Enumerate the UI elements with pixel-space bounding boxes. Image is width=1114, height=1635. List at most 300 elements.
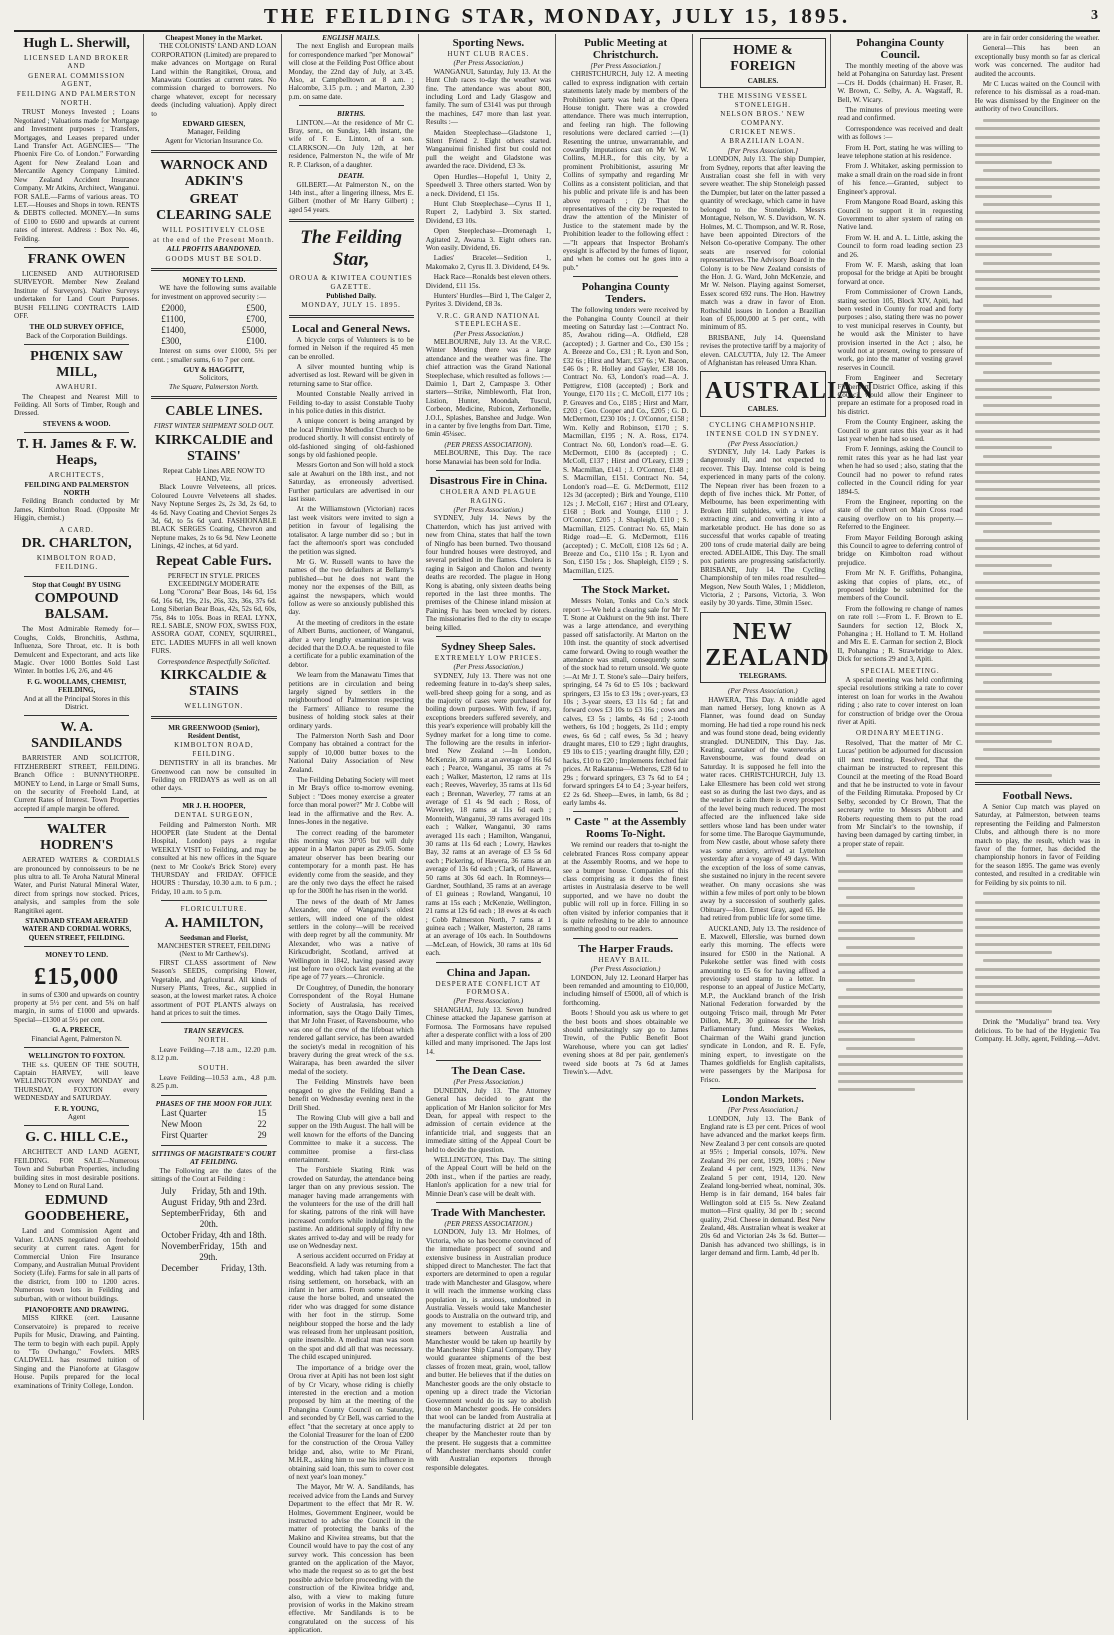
- ad-body: The Most Admirable Remedy for— Coughs, Colds, Bronchitis, Asthma, Influenza, Sore Throat, etc. It is both Demulcent and Expectorant, and acts like Magic. Over 1000 Bottles Sold Last Winter. In bottles 1/6, 2/6, and 4/6: [14, 625, 140, 676]
- press-line: (Per Press Association.): [453, 997, 524, 1006]
- press-line: (Per Press Association.): [728, 439, 798, 448]
- china-and-japan: [426, 967, 551, 1057]
- divider: [573, 276, 678, 277]
- divider: [24, 1125, 129, 1126]
- divider: [151, 150, 276, 153]
- masthead: [14, 4, 1100, 32]
- divider: [24, 247, 129, 248]
- ad-label: A CARD.: [59, 525, 94, 534]
- news-paragraph: From the Engineer, reporting on the state of the culvert on Main Cross road causing overflow on to his property.—Referred to the Engineer.: [837, 497, 963, 532]
- stock-market: [563, 584, 688, 807]
- public-meeting: [563, 37, 688, 272]
- court-row: [151, 1241, 276, 1263]
- council-continued: [975, 34, 1100, 114]
- divider: [161, 1095, 266, 1096]
- moon-day: 29: [257, 1129, 267, 1140]
- london-markets: [700, 1093, 825, 1257]
- ad-title: Agent: [67, 1112, 86, 1121]
- press-line: [Per Press Association.]: [590, 62, 661, 70]
- ad-dr-charlton: [14, 526, 139, 572]
- news-paragraph: Messrs Gorton and Son will hold a stock sale at Awahuri on the 18th inst., and not Saturday, as erroneously advertised. Further particulars are advertised in our last issue.: [288, 461, 414, 504]
- news-paragraph: From W. F. Marsh, asking that loan proposal for the bridge at Apiti be brought forward at once.: [837, 260, 963, 286]
- ad-sub: FIRST WINTER SHIPMENT SOLD OUT.: [153, 422, 274, 431]
- ad-name: MR GREENWOOD (Senior),: [168, 723, 260, 732]
- column-3: [285, 34, 419, 1635]
- divider: [436, 962, 541, 963]
- divider: [151, 268, 276, 271]
- column-7: [834, 34, 968, 1420]
- ad-name: THE OLD SURVEY OFFICE,: [29, 323, 124, 332]
- ad-place: AWAHURI.: [55, 383, 98, 392]
- moon-row: [151, 1130, 276, 1141]
- ad-name: WARNOCK AND ADKIN'S: [160, 158, 268, 190]
- section-sub: EXTREMELY LOW PRICES.: [434, 654, 542, 662]
- news-paragraph: MELBOURNE, This Day. The race horse Manawiai has been sold for India.: [425, 449, 551, 466]
- ad-maker: F. G. WOOLLAMS, CHEMIST, FEILDING,: [27, 677, 127, 695]
- ad-address: KIMBOLTON ROAD, FEILDING.: [174, 741, 254, 758]
- news-paragraph: WELLINGTON, This Day. The sitting of the Appeal Court will be held on the 20th inst., when if the parties are ready, Hanlon's application for a new trial for Minnie Dean's case will be dealt with.: [425, 1155, 551, 1198]
- column-4: [422, 34, 556, 1472]
- ad-firm: KIRKCALDIE & STAINS: [160, 668, 268, 700]
- dean-case: [426, 1065, 551, 1198]
- section-head: Football News.: [1002, 789, 1073, 802]
- ad-hooper: [151, 802, 276, 896]
- moon-day: 15: [257, 1107, 267, 1118]
- price: £300,: [161, 336, 182, 347]
- page-number: 3: [1091, 8, 1098, 23]
- ad-name: T. H. James & F. W. Heaps,: [16, 437, 137, 469]
- news-paragraph: SYDNEY, July 14. Lady Parkes is dangerously ill, and not expected to recover. This Day. Intense cold is being experienced in many parts of the colony. The Nepean river has been frozen to a depth of five inches thick. Mr Potter, of Melbourne, has been experimenting with Broken Hill sulphides, with a view of extracting zinc, and converting it into a marketable product. He has done so as successful that works capable of treating 200 tons of crude material daily are being erected. ADELAIDE, This Day. The small pox patients are progressing satisfactorily. BRISBANE, July 14. The Cycling Championship of ten miles road resulted—Megson, New South Wales, 1 ; Middleton, Victoria, 2 ; Parsons, Victoria, 3. Won easily by 30 yards. Time, 30min 15sec.: [700, 448, 826, 608]
- ad-tail: Interest on sums over £1000, 5½ per cent. ; smaller sums, 6 to 7 per cent.: [151, 347, 277, 364]
- news-paragraph: The correct reading of the barometer this morning was 30°05 but will duly appear in a Marton paper as 29.05. Some amateur observer has been bearing our contemporary for a month past. He has evidently come from the seaside, and they are the only two days the effect he raised up for the 300ft he has risen in the world.: [288, 828, 414, 896]
- nz-telegrams: [700, 612, 830, 683]
- news-paragraph: BRISBANE, July 14. Queensland revises the protective tariff by a majority of eleven. CALCUTTA, July 12. The Ameer of Afghanistan has released Umra Khan.: [700, 333, 826, 367]
- divider: [24, 946, 129, 947]
- ad-name: DR. CHARLTON,: [21, 536, 132, 552]
- ad-cable-lines: [151, 404, 276, 550]
- press-line: [Per Press Association.]: [727, 146, 799, 155]
- divider: [436, 1060, 541, 1061]
- news-paragraph: At the meeting of creditors in the estate of Albert Burns, auctioneer, of Wanganui, after a very lengthy examination it was decided that the D.O.A. be requested to file a certificate for a public examination of the debtor.: [288, 618, 414, 669]
- divider: [24, 1047, 129, 1048]
- ad-james-heaps: [14, 437, 139, 522]
- news-paragraph: The Mayor, Mr W. A. Sandilands, has received advice from the Lands and Survey Department to the effect that Mr R. W. Holmes, Government Engineer, would be instructed to advise the Council in the matter of protecting the banks of the Makino and Kiwitea streams, but that the Council would have to pay the cost of any survey work. This concession has been granted on the application of the Mayor, who made the request so as to get the best possible advice before proceeding with the construction of the Kiwitea bridge and, also, with a view to making future provision of works in the Makino stream effective. Mr Sandilands is to be congratulated on the success of his application.: [288, 1483, 414, 1635]
- pohangina-council: [838, 37, 963, 664]
- ad-tail: Correspondence Respectfully Solicited.: [157, 657, 271, 666]
- ad-head: Cheapest Money in the Market.: [165, 34, 263, 42]
- ad-address: The Square, Palmerston North.: [168, 382, 259, 391]
- ad-money-to-lend: [14, 951, 139, 1043]
- news-paragraph: A silver mounted hunting whip is advertised as lost. Reward will be given in returning same to Star office.: [288, 362, 414, 388]
- ad-body: FIRST CLASS assortment of New Season's SEEDS, comprising Flower, Vegetable, and Agricultural. All kinds of Nursery Plants, Trees, &c., supplied in season, at the lowest market rates. A choice assortment of POT PLANTS always on hand at prices to suit the times.: [151, 958, 277, 1018]
- text-continuation: [975, 119, 1100, 776]
- section-title: AUSTRALIAN: [705, 378, 874, 405]
- home-foreign-body: [700, 92, 825, 367]
- divider: [161, 900, 266, 901]
- court-dates: Friday, 4th and 18th.: [191, 1229, 267, 1240]
- news-paragraph: Messrs Nolan, Tonks and Co.'s stock report :—We held a clearing sale for Mr T. T. Stone at Oakhurst on the 9th inst. There was a large attendance, and everything passed off satisfactorily. At Marton on the 10th inst. the quantity of stock advertised came forward. Owing to rough weather the attendance was small, consequently some of the stock had to return unsold. We quote :—At Mr J. T. Stone's sale—Dairy heifers, springing, £4 7s 6d to £5 10s ; backward springers, £3 15s to £3 19s ; over-years, £3 10s ; 3-year steers, £3 11s 6d ; fat and forward cows £3 10s to £3 16s ; cows and calves, £3 5s ; lambs, 4s 6d ; 2-tooth wethers, 6s 10d ; hoggets, 2s 11d ; empty ewes, 6s 6d ; calf ewes, 5s 3d ; heavy draught mares, £10 to £29 ; light draughts, £9 10s to £15 ; yearling draught filly, £20 ; hacks, £10 to £20 ; Implements fetched fair prices. At Rakatanua—Wetheres, £28 6d to 29s ; forward springers, £3 7s 6d to £4 ; forward springers £4 to £4 ; 3-year heifers, £2 2s 6d. Sheep—Ewes, in lamb, 6s 8d ; early lambs 4s.: [563, 597, 689, 807]
- divider: [299, 105, 404, 106]
- ad-line: ALL PROFITS ABANDONED.: [166, 245, 261, 254]
- news-paragraph: Dr Coughtrey, of Dunedin, the honorary Correspondent of the Royal Humane Society of Australasia, has received information, says the Otago Daily Times, that Mr John Fraser, of Ravensbourne, who was one of the crew of the lifeboat which rendered gallant service, has been awarded the society's medal in recognition of his bravery during the great wreck of the s.s. Wairarapa, has been awarded the silver medal of the society.: [288, 983, 414, 1076]
- pohangina-tenders: [563, 281, 688, 575]
- ad-wellington-foxton: [14, 1052, 139, 1121]
- australian-body: [700, 421, 825, 608]
- column-8: [971, 34, 1104, 1420]
- news-paragraph: A bicycle corps of Volunteers is to be formed in Nelson if the required 45 men can be enrolled.: [288, 335, 414, 361]
- ad-body: THE s.s. QUEEN OF THE SOUTH, Captain HARVEY, will leave WELLINGTON every MONDAY and THURSDAY, FOXTON every WEDNESDAY and SATURDAY.: [14, 1060, 140, 1103]
- ad-body: WE have the following sums available for investment on approved security :—: [151, 284, 277, 301]
- column-5: [559, 34, 693, 1420]
- moon-row: [151, 1119, 276, 1130]
- ad-colonists-loan: [151, 34, 276, 145]
- ad-body: Long "Corona" Bear Boas, 14s 6d, 15s 6d, 16s 6d, 19s, 21s, 26s, 32s, 36s, 37s 6d. Long Siberian Bear Boas, 42s, 52s 6d, 60s, 75s, 84s to 105s. Boas in REAL LYNX, RE.L SABLE, SNOW FOX, SWISS FOX, ASSORA GOAT, CONEY, SQUIRREL, ETC. LADIES MUFFS in all well known FURS.: [151, 588, 277, 656]
- ad-name: PHŒNIX SAW MILL,: [30, 349, 124, 381]
- ad-name: G. C. HILL C.E.,: [25, 1130, 128, 1146]
- news-paragraph: Hack Race—Ronalds best eleven others. Dividend, £11 15s.: [425, 273, 551, 290]
- court-dates: Friday, 15th and 29th.: [199, 1240, 267, 1262]
- moon-row: [151, 1108, 276, 1119]
- ad-agent: G. A. PREECE,: [52, 1026, 101, 1035]
- news-paragraph: are in fair order considering the weather.: [982, 34, 1100, 42]
- ad-name: A. HAMILTON,: [164, 915, 264, 931]
- news-paragraph: From F. Jennings, asking the Council to remit rates this year as he had last year when he had so used ; also, stating that the Council had no power to refund rates collected in the Council riding for year 1894-5.: [837, 445, 963, 496]
- nz-body: [700, 687, 825, 1084]
- price: £100.: [246, 336, 267, 347]
- news-paragraph: The news of the death of Mr James Alexander, one of Wanganui's oldest settlers, will indeed one of the oldest settlers in the colony—will be received with deep regret by all the community. Mr Alexander, who was a native of Kirkcudbright, Scotland, arrived at Wellington in 1842, having passed away just before two o'clock last evening at the ripe age of 77 years.—Chronicle.: [288, 897, 414, 982]
- court-intro: The Following are the dates of the sittings of the Court at Feilding :: [151, 1166, 277, 1184]
- ad-warnock-adkin: [151, 158, 276, 263]
- sub-head: NELSON BROS.' NEW COMPANY.: [720, 110, 806, 127]
- ad-line: WILL POSITIVELY CLOSE: [162, 226, 266, 235]
- ad-address: MANCHESTER STREET, FEILDING (Next to Mr Carthew's).: [157, 942, 271, 959]
- column-6: [696, 34, 874, 1420]
- ad-frank-owen: [14, 252, 139, 320]
- ad-gc-hill: [14, 1130, 139, 1190]
- news-paragraph: Ladies' Bracelet—Sedition 1, Makomako 2, Cyrus II. 3. Dividend, £4 9s.: [425, 254, 551, 271]
- news-paragraph: At the Williamstown (Victorian) races last week visitors were invited to sign a petition in favour of legalising the totalisator. A large number did so ; but in fact the afternoon's sport was concluded the petition was signed.: [288, 505, 414, 556]
- train-south-label: SOUTH.: [198, 1064, 230, 1073]
- ad-title: Seedsman and Florist,: [179, 933, 248, 942]
- court-month: October: [161, 1229, 191, 1240]
- ad-sub: GREAT CLEARING SALE: [156, 192, 272, 224]
- ad-body: Land and Commission Agent and Valuer. LOANS negotiated on freehold security at current rates. Agent for Commercial Union Fire Insurance Company, and Australian Mutual Provident Society (Life). Farms for sale in all parts of the district, from 100 to 1200 acres. Numerous town lots in Feilding and suburban, with or without buildings.: [14, 1227, 140, 1303]
- ad-body: TRUST Moneys Invested ; Loans Negotiated ; Valuations made for Mortgage and Investment purposes ; Transfers, Mortgages, and Leases prepared under Land Transfer Act. AGENCIES— "The Phoenix Fire Co. of London." Forwarding Agent for New Zealand Loan and Mercantile Agency Company Limited. New Zealand Accident Insurance Company. Mr Atkins, Architect, Wanganui. FOR SALE.—Farms of various areas. TO LET.—Houses and Shops in town. RENTS & DEBTS collected. MONEY.—In sums of £100 to £600 and upwards at current rates of interest. Address : Box No. 46, Feilding.: [14, 108, 140, 243]
- news-paragraph: The Feilding Minstrels have been engaged to give the Feilding Band a benefit on Wednesday evening next in the Drill Shed.: [288, 1078, 414, 1112]
- ad-tail: And at all the Principal Stores in this District.: [23, 694, 130, 711]
- ad-title: ARCHITECTS,: [48, 471, 105, 480]
- divider: [289, 315, 414, 318]
- moon-day: 22: [257, 1118, 267, 1129]
- section-head: TRAIN SERVICES.: [183, 1026, 244, 1035]
- news-paragraph: LONDON, July 13. The Bank of England rate is £3 per cent. Prices of wool have advanced and the market keeps firm. New Zealand 3 per cent consols are quoted at 95½ ; Imperial consols, 107¾. New Zealand 3½ per cent, 1929, 108½ ; New Zealand 4 per cent, 1929, 113¼. New Zealand 5 per cent, 1914, 120. New Zealand long-berried wheat, nominal, 30s. Hemp is in fair demand, 164 bales fair Wellington sold at £15 5s. New Zealand mutton—First quality, 3d per lb ; second quality, 2½d. Cheese in demand. Best New Zealand, 48s. Australian wheat is weaker at 20s 6d and Victorian 24s 3s 6d. Butter—Danish has advanced two shillings, is in larger demand and firm. Lamb, 4d per lb.: [700, 1114, 826, 1258]
- ad-sub-2: Repeat Cable Lines ARE NOW TO HAND, Viz.: [162, 466, 265, 483]
- divider: [573, 811, 678, 812]
- train-services: [151, 1027, 276, 1091]
- news-paragraph: From the County Engineer, asking the Council to grant rates this year as it had last year when he had so used.: [837, 418, 963, 444]
- news-paragraph: Correspondence was received and dealt with as follows :—: [837, 124, 963, 142]
- ad-sherwill: [14, 36, 139, 243]
- ad-head: FLORICULTURE.: [180, 905, 248, 914]
- sub-head: CRICKET NEWS.: [729, 128, 796, 137]
- court-month: August: [161, 1196, 188, 1207]
- price-row: [151, 303, 276, 314]
- ad-body: in sums of £300 and upwards on country property at 5½ per cent. and 5¾ on half margin, in sums of £1000 and upwards. Special—£1300 at 5½ per cent.: [14, 990, 140, 1024]
- press-line: (Per Press Association.): [728, 687, 798, 696]
- ad-name: EDMUND GOODBEHERE,: [24, 1193, 129, 1225]
- ad-place: FEILDING AND PALMERSTON NORTH: [24, 480, 129, 498]
- news-paragraph: A special meeting was held confirming special resolutions striking a rate to cover interest on loan for works in the Awahou riding ; also rate to cover interest on loan for construction of bridge over the Oroua river at Apiti.: [837, 676, 963, 727]
- section-sub: CABLES.: [747, 77, 779, 85]
- price-row: [151, 336, 276, 347]
- ad-name: WALTER HODREN'S: [40, 822, 114, 854]
- ad-compound-balsam: [14, 581, 139, 711]
- news-paragraph: SYDNEY, July 13. There was not one redeeming feature in to-day's sheep sales, well-bred sheep going for a song, and as the majority of cases were purchased for boiling down purposes. With few, if any, exceptions breeders suffered severely, and this year's experience will probably kill the Sydney market for a long time to come. The following are the results in inferior-bred New Zealand :—In London, McKenzie, 30 rams at an average of 16s 6d each ; Pearce, Wanganui, 35 rams at 7s each ; Walker, Masterton, 12 rams at 11s each ; Reeves, Waverley, 35 rams at 11s 6d each ; Brennan, Waverley, 77 rams at an average of £1 4s 9d each ; Ross, of Waverley, 18 rams at 11s 6d each ; Monteith, Wanganui, 39 rams averaged 10s each ; Walker, Wanganui, 30 rams averaged 11s each ; Hamilton, Wanganui, 30 rams at 11s 6d each ; Lowry, Hawkes Bay, 32 rams at an average of £3 5s 6d each ; Pickering, of Hawera, 36 rams at an average of 13s 6d each ; Clark, of Hawera, 50 rams at 30s 6d each. In Romneys—Gardner, Southland, 35 rams at an average of £1 guineas ; Rowland, Wanganui, 10 rams at 15s each ; McKenzie, Wellington, 21 rams at 12s 6d each ; 18 ewes at 4s each ; Cobb Palmerston North, 7 rams at 1 guinea each ; Walker, Masterton, 28 rams at an average of 10s each. In Southdowns—McLean, of Howick, 30 rams at 10s 6d each.: [425, 671, 551, 958]
- ad-body: MISS KIRKE (cert. Lausanne Conservatoire) is prepared to receive Pupils for Music, Drawing, and Painting. The term to begin with each pupil. Apply to "To Owhango," Fowlers. MRS CALDWELL has resumed tuition of Singing and the Pianoforte at Glasgow House. Pupils prepared for the local examinations of Trinity College, London.: [14, 1314, 140, 1390]
- court-month: December: [161, 1262, 199, 1273]
- divider: [161, 1022, 266, 1023]
- news-paragraph: Hunt Club Steeplechase—Cyrus II 1, Rupert 2, Ladybird 3. Six started. Dividend, £3 10s.: [425, 199, 551, 225]
- ad-amount: £15,000: [34, 963, 120, 990]
- sub-head: INTENSE COLD IN SYDNEY.: [706, 430, 820, 439]
- section-head: Pohangina County Council.: [856, 37, 944, 61]
- column-2: [147, 34, 281, 1420]
- ad-agent: EDWARD GIESEN,: [182, 120, 246, 129]
- section-head: Local and General News.: [292, 322, 411, 335]
- news-paragraph: The Forshiele Skating Rink was crowded on Saturday, the attendance being larger than on any previous session. The manager having made arrangements with the volunteers for the use of the drill hall for skating, patrons of the rink will have increased comforts while indulging in the pastime. An additional supply of fifty new skates arrived to-day and will be ready for use on Wednesday next.: [288, 1166, 414, 1250]
- ad-town: FEILDING.: [55, 563, 99, 572]
- news-paragraph: HAWERA, This Day. A middle aged man named Hersey, long known as A Flanner, was found dead on Sunday morning. He had tied a rope round his neck and was found stone dead, being evidently strangled. DUNEDIN, This Day. Jas. Keating, caretaker of the waterworks at Ravensbourne, was found dead on Saturday. It is supposed he fell into the water races. CHRISTCHURCH, July 13. Lake Ellesmere has been cold wet strong east so as during the last two days, and as the weather is calm there is every prospect of the level being much reduced. The most affected are the influenced lake side settlers whose land has been under water for some time. The Baroque Gaymumunde, from New castle, about whose safety there was some anxiety, arrived at Lyttelton yesterday after a voyage of 49 days. With the exception of the loss of some canvas, she sustained no injury in the recent severe weather. On many occasions she was within a few miles of port only to be blown away by a succession of southerly gales. Obituary—Hon. Ernest Gray, aged 65. He had retired from public life for some time.: [700, 695, 826, 923]
- section-head: Trade With Manchester.: [431, 1206, 546, 1219]
- price: £1400,: [161, 325, 186, 336]
- divider: [710, 1088, 815, 1089]
- news-paragraph: Resolved, That the matter of Mr C. Lucas' petition be adjourned for discussion till next meeting. Resolved, That the chairman be instructed to represent this Council at the meeting of the Road Board and that he be instructed to vote in favour of the Feilding Rimutaka. Proposed by Cr Selby, seconded by Cr Brown, That the secretary write to Messrs Abbott and Roberts requesting them to put the road from Mr Sinclair's to the township, if having been damaged by carting timber, in a proper state of repair.: [837, 738, 963, 848]
- news-paragraph: The Rowing Club will give a ball and supper on the 19th August. The hall will be well known for the efforts of the Dancing Committee to make it a success. The committee promise a first-class entertainment.: [288, 1113, 414, 1164]
- section-head: SITTINGS OF MAGISTRATE'S COURT AT FEILDING.: [151, 1149, 277, 1167]
- ad-guy-haggitt: [151, 276, 276, 391]
- columns: [10, 34, 1104, 1635]
- ad-sandilands: [14, 720, 139, 813]
- paper-title: The Feilding Star,: [300, 227, 403, 271]
- press-line: (PER PRESS ASSOCIATION).: [444, 440, 533, 449]
- advert-paragraph: Drink the "Mudaliya" brand tea. Very delicious. To be had of the Hygienic Tea Company. H. Jolly, agent, Feilding.—Advt.: [974, 1018, 1100, 1044]
- ad-name: FRANK OWEN: [27, 251, 126, 267]
- news-paragraph: A unique concert is being arranged by the local Primitive Methodist Church to be produced shortly. It will consist entirely of old-fashioned singing of old-fashioned songs by old fashioned people.: [288, 417, 414, 460]
- section-sub: DESPERATE CONFLICT AT FORMOSA.: [435, 979, 542, 997]
- ad-place: KIMBOLTON ROAD,: [36, 554, 117, 563]
- news-paragraph: From Mangone Road Board, asking this Council to support it in requesting Government to alter system of rating on Native land.: [837, 198, 963, 232]
- ad-line: NORTH.: [60, 99, 93, 108]
- news-paragraph: The Feilding Debating Society will meet in Mr Bray's office to-morrow evening. Subject : "Does money exercise a greater force than moral power?" Mr J. Cobbe will lead in the affirmative and the Rev. A. Innes-Jones in the negative.: [288, 776, 414, 827]
- divider: [573, 938, 678, 939]
- section-head: Sydney Sheep Sales.: [441, 641, 536, 653]
- press-line: (Per Press Association.): [590, 965, 661, 974]
- ad-agent: F. R. YOUNG,: [54, 1104, 99, 1113]
- news-paragraph: We learn from the Manawatu Times that petitions are in circulation and being largely signed by settlers in the neighbourhood of Palmerston respecting the Farmers' Alliance to resume the business of holding stock sales at their ordinary yards.: [288, 671, 414, 730]
- divider: [289, 219, 414, 222]
- train-north-label: NORTH.: [198, 1036, 230, 1045]
- section-head: The Stock Market.: [581, 584, 670, 597]
- ad-title: Financial Agent, Palmerston N.: [31, 1034, 122, 1043]
- english-mails: [289, 34, 414, 101]
- ad-name: W. A. SANDILANDS: [31, 720, 123, 752]
- ad-intro: Stop that Cough! BY USING: [32, 580, 122, 589]
- ad-line: at the end of the Present Month.: [153, 235, 275, 244]
- australian-cables: [700, 371, 874, 416]
- section-head: The Harper Frauds.: [578, 942, 674, 955]
- price: £1100,: [161, 314, 186, 325]
- section-head: ENGLISH MAILS.: [322, 34, 381, 42]
- news-paragraph: Hunters' Hurdles—Bird 1, The Calger 2, Pyrites 3. Dividend, £8 3s.: [425, 291, 551, 309]
- news-paragraph: DUNEDIN, July 13. The Attorney General has decided to grant the application of Mr Hanlon solicitor for Mrs Dean, for appeal with respect to the admission of certain evidence at the infanticide trial, and suggests that an immediate sitting of the Appeal Court be held to decide the question.: [425, 1086, 551, 1154]
- ad-body: Black Louvre Velveteens, all prices. Coloured Louvre Velveteens all shades. Navy Neptune Serges 2s, 2s 3d, 2s 6d, to 4s 6d. Navy Coating and Cheviot Serges 2s 3d, 6d, to 5s 6d yard. FASHIONABLE BLACK SERGES Coating, Chevron and Neptune makes, 2s to 6s 9d. New Leonette Linings, 42 inches, at 6d yard.: [151, 483, 277, 551]
- news-paragraph: From Mr N. F. Griffiths, Pohangina, asking that copies of plans, etc., of proposed bridge be submitted for the members of the Council.: [837, 569, 963, 603]
- news-paragraph: The importance of a bridge over the Oroua river at Apiti has not been lost sight of by Cr Vicary, whose riding is chiefly interested in the erection and a motion proposed by him at the meeting of the Pohangina County Council on Saturday, and seconded by Cr Bell, was carried to the effect "that the secretary at once apply to the Colonial Treasurer for the loan of £200 for the construction of the Oroua Valley bridge and, also, write to Mr Pirani, M.H.R., asking him to use his influence in obtaining said loan, this sum to cover cost of next year's loan money.": [288, 1363, 414, 1481]
- news-paragraph: From Commissioner of Crown Lands, stating section 105, Block XIV, Apiti, had been vested in County for road and forty purposes ; also, stating there was no power to vest municipal reserves in County, but he would ask the Minister to have provision inserted in the Act ; also, he would not at present, owing to pressure of work, go into the matter of vesting gravel reserves in Council.: [837, 288, 963, 372]
- paper-daily: Published Daily.: [326, 291, 377, 300]
- advert-paragraph: Boots ! Should you ask us where to get the best boots and shoes obtainable we should unhesitatingly say go to James Trewin, of the Public Benefit Boot Warehouse, where you can get ladies' evening shoes at 8d per pair, gentlemen's tweed side boots at 7s 6d at James Trewin's.—Advt.: [563, 1009, 689, 1077]
- news-paragraph: SHANGHAI, July 13. Seven hundred Chinese attacked the Japanese garrison at Formosa. The Formosans have repulsed after a desperate conflict with a loss of 200 killed and many imprisoned. The Japs lost 14.: [425, 1005, 551, 1056]
- ad-name: COMPOUND BALSAM.: [34, 591, 119, 623]
- sub-head: A BRAZILIAN LOAN.: [720, 137, 805, 146]
- special-meeting: [838, 667, 963, 727]
- court-sittings: [151, 1150, 276, 1274]
- news-paragraph: MELBOURNE, July 13. At the V.R.C. Winter Meeting there was a large attendance and the weather was fine. The chief attraction was the Grand National Steeplechase, which resulted as follows :—Daimio 1, Dart 2, Campaspe 3. Other starters—Strike, Nimbleworth, Flat Iron, Listion, Hunter, Moondah, Tuscul, Corbeon, Medicine, Rubicon, Zerhonelle, J.O.I., Splashes, Banshee and Judge. Won in a canter by five lengths from Dart. Time, 6min 45¼sec.: [425, 338, 551, 439]
- news-paragraph: The Palmerston North Sash and Door Company has obtained a contract for the supply of 10,000 butter boxes to the National Dairy Association of New Zealand.: [288, 732, 414, 774]
- divider: [436, 470, 541, 471]
- paper-subtitle: OROUA & KIWITEA COUNTIES GAZETTE.: [289, 274, 413, 291]
- news-paragraph: From W. H. and A. L. Little, asking the Council to form road leading section 23 and 26.: [837, 233, 963, 259]
- court-row: [151, 1197, 276, 1208]
- news-paragraph: The following tenders were received by the Pohangina County Council at their meeting on Saturday last :—Contract No. 85, Awahou riding—A. Oldfield, £28 (accepted) ; J. Gartner and Co., £30 15s ; A. Breeze and Co., £31 ; R. Lyon and Son, £32 6s ; Hirst and Marr, £37 6s ; W. Bacon, £46 0s ; R. Holley and Gayler, £38 10s. Contract No. 63, London's road—A. J. Pettigrew, £108 (accepted) ; Bork and Younge, £170 11s ; C. McColl, £177 10s ; P. Greaves and Co., £185 ; Hirst and Marr, £203 ; Geo. Cooper and Co., £205 ; G. D. McDermott, £230 10s ; J. O'Connor, £158 ; Wm. Kelly and Robinson, £170 ; S. Macmillan, £195 ; N. A. Ross, £174. Contract No. 60, London's road—E. G. McDermott, £100 8s (accepted) ; C. McColl, £137 ; Hirst and O'Leary, £139 ; S. Macmillan, £141 ; J. O'Connor, £148 ; S. Macmillan, £151. Contract No. 54, London's road—E. G. McDermott, £112 12s 3d (accepted) ; Birk and Younge, £110 12s ; J. McColl, £167 ; Hirst and O'Leary, £168 ; Bork and Younge, £110 ; J. O'Connor, £205 ; J. Shapleigh, £110 ; S. Macmillan, £125. Contract No. 65, Main Ridge road—E. G. McDermott, £116 (accepted) ; C. McColl, £108 12s 6d ; A. Breeze and Co., £110 15s ; R. Lyon and Son, £150 15s ; Jos. Shapleigh, £159 ; S. Macmillan, £125.: [563, 306, 689, 575]
- press-line: (Per Press Association.): [453, 59, 524, 68]
- price: £700,: [246, 314, 267, 325]
- court-month: September: [161, 1207, 200, 1218]
- section-body: LINTON.—At the residence of Mr C. Bray, senr., on Sunday, 14th instant, the wife of F. E. Linton, of a son. CLARKSON.—On July 12th, at her residence, Palmerston N., the wife of Mr R. P. Clarkson, of a daughter.: [288, 118, 414, 169]
- sub-head: CYCLING CHAMPIONSHIP.: [709, 420, 817, 429]
- section-head: London Markets.: [721, 1093, 804, 1106]
- ad-title: Solicitors,: [199, 374, 229, 383]
- ad-town: WELLINGTON.: [184, 702, 244, 711]
- ad-name-2: KIRKCALDIE and STAINS': [154, 432, 273, 464]
- divider: [436, 636, 541, 637]
- court-month: November: [161, 1240, 200, 1251]
- news-paragraph: From J. Whitaker, asking permission to make a small drain on the road side in front of his fence.—Granted, subject to Engineer's approval.: [837, 162, 963, 196]
- trade-manchester: [426, 1207, 551, 1472]
- news-paragraph: SYDNEY, July 14. News by the Chatterdon, which has just arrived with new from China, states that half the town of Ningfo has been burned. Two thousand four hundred houses were destroyed, and several perished in the flames. Cholera is raging in Saigon and Cholon and twenty deaths are recorded. The plague in Hong Kong is abating, only sixteen deaths being reported in the last three months. The premises of the Chinese inland mission at Paining Fu has been wrecked by rioters. The missionaries fled to the city to escape being killed.: [425, 514, 551, 632]
- ad-sub: PERFECT IN STYLE. PRICES EXCEEDINGLY MODERATE: [167, 571, 260, 589]
- court-dates: Friday, 9th and 23rd.: [191, 1196, 267, 1207]
- section-body: GILBERT.—At Palmerston N., on the 14th inst., after a lingering illness, Mrs E. Gilbert (mother of Mr Harry Gilbert) ; aged 54 years.: [288, 180, 414, 214]
- section-head: Disastrous Fire in China.: [429, 475, 548, 488]
- divider: [24, 432, 129, 433]
- ad-name: CABLE LINES.: [165, 404, 263, 420]
- vrc-steeplechase: [426, 312, 551, 466]
- column-1: [10, 34, 144, 1420]
- ad-walter-hodren: [14, 822, 139, 942]
- ad-line: LICENSED LAND BROKER AND: [24, 54, 130, 71]
- news-paragraph: CHRISTCHURCH, July 12. A meeting called to express indignation with certain statements lately made by members of the Prohibition party was held at the Opera House tonight. There was a crowded attendance. There was much interruption, and feeling ran high. The following resolutions were declared carried :—(1) Resenting the untrue, unwarrantable, and cowardly imputations cast on Mr W. W. Collins, M.H.R., for this city, by a prominent Prohibitionist, assuring Mr Collins of sympathy and regarding Mr Collins as a consistent politician, and that his public and private life is and has been above reproach ; (2) That the representatives of the city be requested to draw the attention of the Minister of Justice to the statement made by the Prohibition leader to the following effect :—"It appears that Inspector Broham's eyesight is affected by the fumes of liquor, and when he comes out he goes into a pub.": [563, 70, 689, 272]
- football-news: [975, 790, 1100, 887]
- news-paragraph: Open Steeplechase—Dromenagh 1, Agitated 2, Awarua 3. Eight others ran. Won easily. Dividend, £6.: [425, 227, 551, 252]
- news-paragraph: Mr G. W. Russell wants to have the names of the two defaulters at Bellamy's published—but he does not want the money nor the expenses of the Bill, as against the newspapers, which would follow as were so anxiously published this day.: [288, 557, 414, 617]
- ad-greenwood: [151, 724, 276, 793]
- ad-body: DENTISTRY in all its branches. Mr Greenwood can now be consulted in Feilding on FRIDAYS as well as on all other days.: [151, 759, 277, 793]
- court-row: [151, 1263, 276, 1274]
- text-continuation: [838, 854, 963, 1092]
- news-paragraph: Mr C Lucas waited on the Council with reference to his dismissal as a road-man. He was dismissed by the Engineer on the authority of two Councillors.: [974, 80, 1100, 114]
- ad-body: AERATED WATERS & CORDIALS are pronounced by connoisseurs to be ne plus ultra to all. Te Aroha Natural Mineral Water, and Purist Natural Mineral Water, direct from springs now stocked. Prices, analysis, and samples from the sole Rangitikei agent.: [14, 856, 140, 915]
- news-paragraph: The minutes of previous meeting were read and confirmed.: [837, 106, 963, 123]
- train-north: Leave Feilding—7.18 a.m., 12.20 p.m. 8.12 p.m.: [151, 1045, 277, 1062]
- births: [289, 110, 414, 169]
- sydney-sheep-sales: [426, 641, 551, 958]
- court-dates: Friday, 13th.: [220, 1262, 267, 1273]
- ad-goodbehere: [14, 1193, 139, 1303]
- fire-in-china: [426, 475, 551, 632]
- section-sub: HEAVY BAIL.: [598, 955, 653, 964]
- ad-name: Hugh L. Sherwill,: [23, 36, 130, 51]
- price: £2000,: [161, 303, 186, 314]
- price-row: [151, 325, 276, 336]
- divider: [436, 1202, 541, 1203]
- ad-head: WELLINGTON TO FOXTON.: [28, 1052, 125, 1061]
- ad-body: BARRISTER AND SOLICITOR, FITZHERBERT STREET, FEILDING. Branch Office : BUNNYTHORPE. MONEY to Lend, in Large or Small Sums, on the security of Freehold Land, at Current Rates of Interest. Town Properties accepted if ample margin be offered.: [14, 754, 140, 813]
- price: £5000,: [241, 325, 267, 336]
- news-paragraph: Open Hurdles—Hopeful 1, Unity 2, Speedwell 3. Three others started. Won by a neck. Dividend, £1 15s.: [425, 172, 551, 198]
- caste-assembly: [563, 816, 688, 933]
- court-month: July: [161, 1185, 177, 1196]
- price: £500,: [246, 303, 267, 314]
- harper-frauds: [563, 943, 688, 1077]
- news-paragraph: WANGANUI, Saturday, July 13. At the Hunt Club races to-day the weather was fine. The attendance was about 800, including Lord and Lady Glasgow and family. The sum of £3141 was put through the machines, £47 more than last year. Results :—: [425, 67, 551, 127]
- section-head: Public Meeting at Christchurch.: [584, 37, 668, 61]
- ad-body: Feilding and Palmerston North. MR HOOPER (late Student at the Dental Hospital, London) pays a regular WEEKLY VISIT to Feilding, and may be consulted at his new offices in the Square (next to Mr Cooke's Brick Store) every THURSDAY and FRIDAY. OFFICE HOURS : Thursday, 10.30 a.m. to 6 p.m. ; Friday, 10 a.m. to 5 p.m.: [151, 820, 277, 896]
- ad-firm: GUY & HAGGITT,: [183, 365, 245, 374]
- ad-name: MR J. H. HOOPER,: [182, 801, 246, 810]
- press-line: [Per Press Association.]: [727, 1106, 799, 1115]
- ad-title: DENTAL SURGEON,: [174, 811, 254, 820]
- court-dates: Friday, 6th and 20th.: [199, 1207, 267, 1229]
- news-paragraph: From Mayor Feilding Borough asking this Council to agree to deferring control of bridge on Kimbolton road without prejudice.: [837, 533, 963, 567]
- ad-body: The Cheapest and Nearest Mill to Feilding. All Sorts of Timber, Rough and Dressed.: [14, 392, 140, 418]
- section-sub: TELEGRAMS.: [739, 671, 787, 680]
- price-row: [151, 314, 276, 325]
- ad-line: FEILDING AND PALMERSTON: [16, 89, 137, 98]
- section-head: China and Japan.: [446, 966, 531, 979]
- section-head: Pohangina County Tenders.: [581, 281, 670, 306]
- news-paragraph: General—This has been an exceptionally busy month so far as clerical work was concerned. The auditor had audited the accounts.: [974, 44, 1100, 78]
- masthead-title: THE FEILDING STAR, MONDAY, JULY 15, 1895.: [263, 4, 851, 28]
- divider: [161, 1145, 266, 1146]
- section-sub: V.R.C. GRAND NATIONAL STEEPLECHASE.: [436, 311, 541, 329]
- court-dates: Friday, 5th and 19th.: [191, 1185, 267, 1196]
- divider: [24, 715, 129, 716]
- news-paragraph: From the following re change of names on rate roll :—From L. F. Brown to E. Saunders for section 12, Block X, Pohangina ; H. Holland to T. M. Holland and Mrs E. E. Carman for section 2, Block II, Pohangina ; R. Strawbridge to Alex. Dick for sections 29 and 3, Apiti.: [837, 604, 963, 664]
- court-row: [151, 1208, 276, 1230]
- section-sub: SPECIAL MEETING.: [860, 666, 940, 675]
- press-line: (Per Press Association.): [453, 505, 524, 514]
- news-paragraph: A serious accident occurred on Friday at Beaconsfield. A lady was returning from a wedding, which had taken place in that rising settlement, on horseback, with an infant in her arms. From some unknown cause the horse bolted, and unseated the rider who was dragged for some distance with her foot in the stirrup. Some neighbour stopped the horse and the lady was released from her unpleasant position, quite insensible. A medical man was soon on the spot and did all that was necessary. The child escaped uninjured.: [288, 1252, 414, 1362]
- ad-title: Resident Dentist,: [187, 731, 241, 740]
- ad-head: MONEY TO LEND.: [182, 275, 246, 284]
- ad-hamilton: [151, 905, 276, 1017]
- news-paragraph: LONDON, July 13. The ship Dumpier, from Sydney, reports that after leaving the Australian coast she fell in with very severe weather. The ship Stoneleigh passed the Dumpier, but later on the latter passed a quantity of wreckage, which came in have belonged to the Stoneleigh. Messrs Montague, Nelson, W. S. Davidson, W. N. Holmes, M. C. Thompson, and W. R. Rose, have been appointed Directors of the Nelson Co-operative Company. The other seats are reserved for colonial representatives. The Advisory Board in the Colony is to be New Zealand consists of the Hon. J. G. Ward, John McKenzie, and Mr W. Nelson. Playing against Somerset, Essex scored 692 runs. The Hon. Hawtrey match was a draw in favor of Eton. Rothschild issues in London a Brazilian loan of £6,000,000 at 5 per cent., with minimum of 85.: [700, 155, 826, 332]
- ad-body: THE COLONISTS' LAND AND LOAN CORPORATION (Limited) are prepared to make advances on Mortgage on Rural Land within the Rangitikei, Oroua, and Manawatu Counties at current rates. No commission charged to borrowers. No charge whatever, except for necessary deeds (including valuation). Apply direct to: [151, 42, 277, 118]
- ad-phoenix-saw-mill: [14, 349, 139, 428]
- section-head: PHASES OF THE MOON FOR JULY.: [155, 1099, 273, 1108]
- news-paragraph: From Engineer and Secretary Fitzherbert District Office, asking if this Council would allow their Engineer to prepare an estimate for a proposed road in his district.: [837, 374, 963, 416]
